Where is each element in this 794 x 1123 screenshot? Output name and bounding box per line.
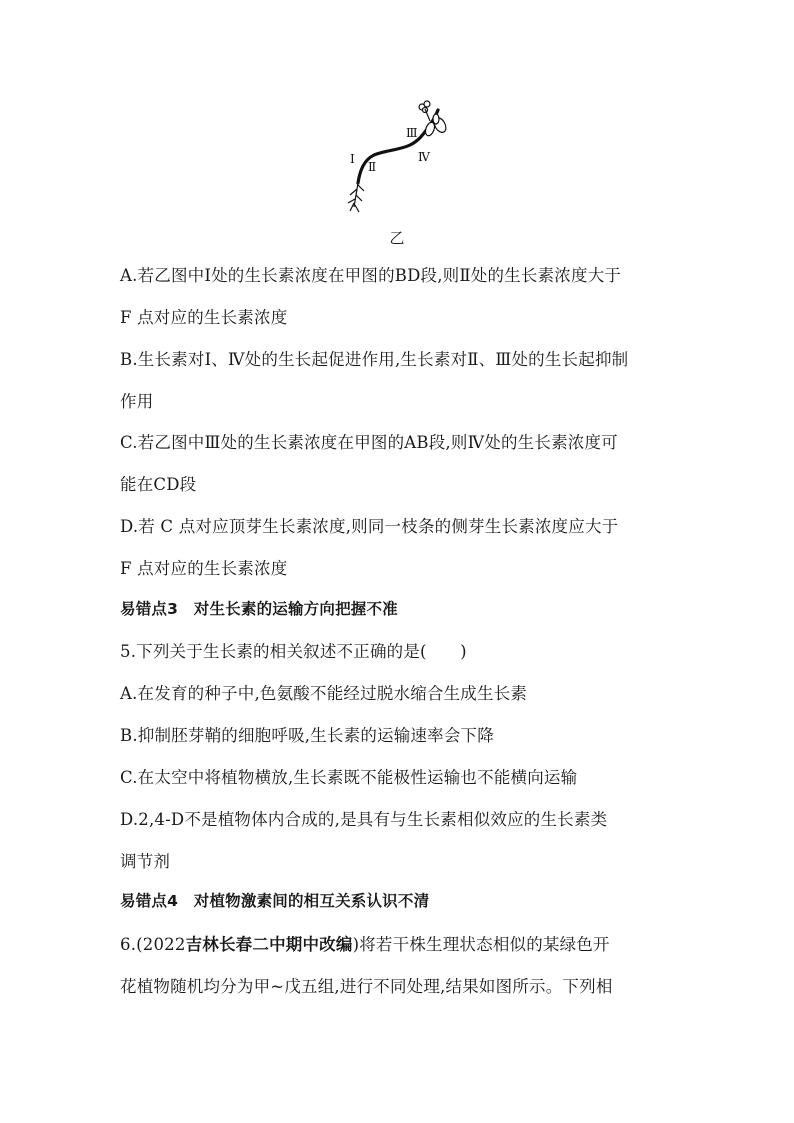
q4-option-b-line2: 作用 — [120, 392, 154, 411]
q4-option-a-line1: A.若乙图中Ⅰ处的生长素浓度在甲图的BD段,则Ⅱ处的生长素浓度大于 — [120, 266, 622, 285]
q4-option-d-line2: F 点对应的生长素浓度 — [120, 559, 288, 578]
seedling-leaves — [424, 114, 448, 137]
marker-III: Ⅲ — [406, 126, 418, 140]
section-4-heading: 易错点4 对植物激素间的相互关系认识不清 — [120, 892, 430, 910]
q6-source: 吉林长春二中期中改编 — [185, 935, 353, 954]
q5-stem: 5.下列关于生长素的相关叙述不正确的是( ) — [120, 642, 467, 661]
marker-I: Ⅰ — [350, 152, 355, 166]
q6-stem-line1 — [120, 931, 680, 955]
q5-option-a: A.在发育的种子中,色氨酸不能经过脱水缩合生成生长素 — [120, 684, 528, 703]
q4-option-c-line2: 能在CD段 — [120, 475, 197, 494]
marker-IV: Ⅳ — [418, 150, 430, 164]
section-3-heading: 易错点3 对生长素的运输方向把握不准 — [120, 600, 398, 618]
q4-option-b-line1: B.生长素对Ⅰ、Ⅳ处的生长起促进作用,生长素对Ⅱ、Ⅲ处的生长起抑制 — [120, 350, 629, 369]
q5-option-b: B.抑制胚芽鞘的细胞呼吸,生长素的运输速率会下降 — [120, 726, 494, 745]
q4-option-c-line1: C.若乙图中Ⅲ处的生长素浓度在甲图的AB段,则Ⅳ处的生长素浓度可 — [120, 433, 618, 452]
q5-option-d-line2: 调节剂 — [120, 852, 171, 871]
seedling-roots — [348, 183, 364, 212]
q6-stem-line2: 花植物随机均分为甲~戊五组,进行不同处理,结果如图所示。下列相 — [120, 977, 613, 996]
q6-suffix: )将若干株生理状态相似的某绿色开 — [352, 935, 610, 954]
q5-option-d-line1: D.2,4-D不是植物体内合成的,是具有与生长素相似效应的生长素类 — [120, 810, 608, 829]
figure-caption: 乙 — [389, 229, 405, 247]
q4-option-a-line2: F 点对应的生长素浓度 — [120, 308, 288, 327]
q5-option-c: C.在太空中将植物横放,生长素既不能极性运输也不能横向运输 — [120, 768, 578, 787]
q6-prefix: 6.(2022 — [120, 935, 186, 954]
seedling-figure — [330, 95, 470, 220]
marker-II: Ⅱ — [368, 160, 377, 174]
seedling-flower — [419, 101, 430, 121]
q4-option-d-line1: D.若 C 点对应顶芽生长素浓度,则同一枝条的侧芽生长素浓度应大于 — [120, 517, 619, 536]
